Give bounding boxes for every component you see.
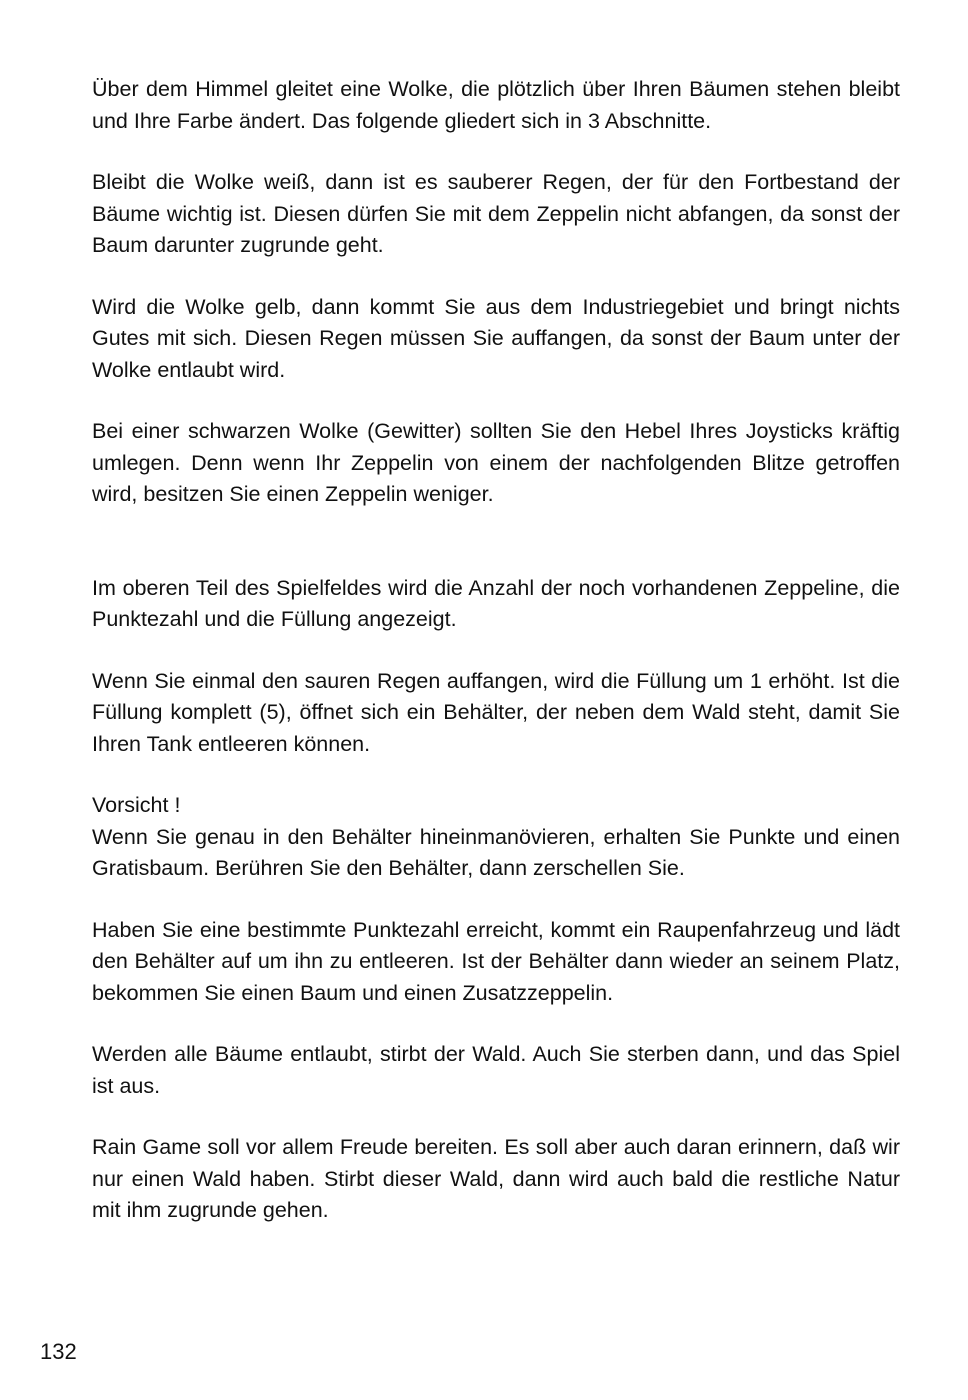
- paragraph-playfield-display: Im oberen Teil des Spielfeldes wird die Anzahl der noch vorhandenen Zeppeline, die Punktezahl und die Füllung angezeigt.: [92, 575, 900, 631]
- paragraph-caution-heading: Vorsicht !: [92, 793, 181, 817]
- page-body: [92, 74, 900, 1227]
- paragraph-black-cloud: Bei einer schwarzen Wolke (Gewitter) sollten Sie den Hebel Ihres Joysticks kräftig umlegen. Denn wenn Ihr Zeppelin von einem der nachfolgenden Blitze getroffen wird, besitzen Sie einen Zeppelin weniger.: [92, 419, 900, 506]
- paragraph-caterpillar-vehicle: Haben Sie eine bestimmte Punktezahl erreicht, kommt ein Raupenfahrzeug und lädt den Behälter auf um ihn zu entleeren. Ist der Behälter dann wieder an seinem Platz, bekommen Sie einen Baum und einen Zusatzzeppelin.: [92, 917, 900, 1005]
- paragraph-closing-message: Rain Game soll vor allem Freude bereiten. Es soll aber auch daran erinnern, daß wir nur einen Wald haben. Stirbt dieser Wald, dann wird auch bald die restliche Natur mit ihm zugrunde gehen.: [92, 1135, 900, 1222]
- paragraph-fill-level: Wenn Sie einmal den sauren Regen auffangen, wird die Füllung um 1 erhöht. Ist die Füllung komplett (5), öffnet sich ein Behälter, der neben dem Wald steht, damit Sie Ihren Tank entleeren können.: [92, 668, 900, 756]
- paragraph-container-maneuver: Wenn Sie genau in den Behälter hineinmanövieren, erhalten Sie Punkte und einen Gratisbaum. Berühren Sie den Behälter, dann zerschellen Sie.: [92, 824, 900, 880]
- paragraph-cloud-intro: Über dem Himmel gleitet eine Wolke, die plötzlich über Ihren Bäumen stehen bleibt und Ihre Farbe ändert. Das folgende gliedert sich in 3 Abschnitte.: [92, 77, 900, 133]
- paragraph-white-cloud: Bleibt die Wolke weiß, dann ist es sauberer Regen, der für den Fortbestand der Bäume wichtig ist. Diesen dürfen Sie mit dem Zeppelin nicht abfangen, da sonst der Baum darunter zugrunde geht.: [92, 170, 900, 257]
- page-number: 132: [40, 1339, 77, 1364]
- paragraph-forest-dies: Werden alle Bäume entlaubt, stirbt der Wald. Auch Sie sterben dann, und das Spiel ist aus.: [92, 1042, 900, 1098]
- paragraph-yellow-cloud: Wird die Wolke gelb, dann kommt Sie aus dem Industriegebiet und bringt nichts Gutes mit sich. Diesen Regen müssen Sie auffangen, da sonst der Baum unter der Wolke entlaubt wird.: [92, 294, 900, 382]
